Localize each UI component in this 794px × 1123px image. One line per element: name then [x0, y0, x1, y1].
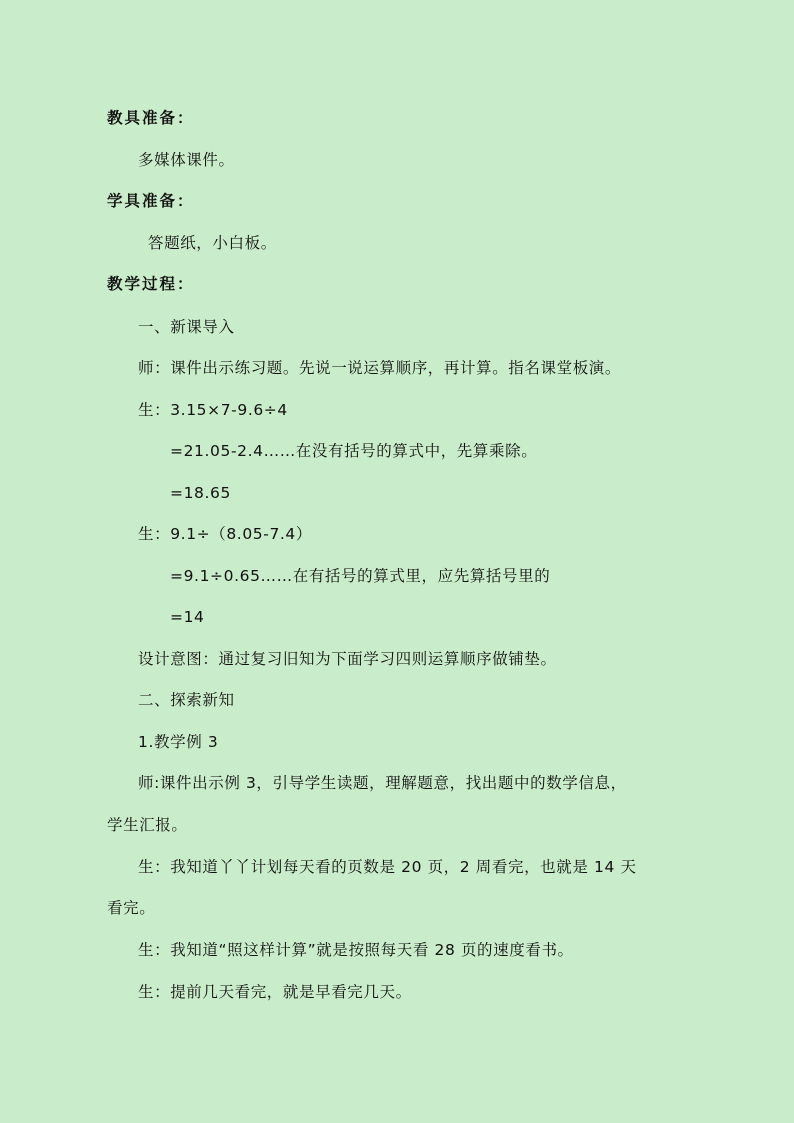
- paragraph: 多媒体课件。: [138, 151, 235, 169]
- heading-teaching-aids: 教具准备：: [107, 109, 195, 127]
- heading-student-aids: 学具准备：: [107, 192, 195, 210]
- math-step: =18.65: [170, 484, 231, 502]
- section-heading: 一、新课导入: [138, 318, 235, 336]
- paragraph: 设计意图：通过复习旧知为下面学习四则运算顺序做铺垫。: [138, 650, 557, 668]
- paragraph: 答题纸，小白板。: [148, 234, 277, 252]
- math-step: =9.1÷0.65……在有括号的算式里，应先算括号里的: [170, 567, 551, 585]
- subsection-heading: 1.教学例 3: [138, 733, 219, 751]
- section-heading: 二、探索新知: [138, 691, 235, 709]
- paragraph-continuation: 看完。: [107, 899, 156, 917]
- paragraph-continuation: 学生汇报。: [107, 816, 188, 834]
- paragraph: 生：提前几天看完，就是早看完几天。: [138, 983, 412, 1001]
- paragraph: 生：3.15×7-9.6÷4: [138, 401, 288, 419]
- math-step: =14: [170, 608, 205, 626]
- heading-teaching-process: 教学过程：: [107, 275, 195, 293]
- paragraph: 生：我知道“照这样计算”就是按照每天看 28 页的速度看书。: [138, 941, 574, 959]
- paragraph: 师:课件出示例 3，引导学生读题，理解题意，找出题中的数学信息，: [138, 774, 627, 792]
- paragraph: 生：9.1÷（8.05-7.4）: [138, 525, 312, 543]
- math-step: =21.05-2.4……在没有括号的算式中，先算乘除。: [170, 442, 538, 460]
- paragraph: 生：我知道丫丫计划每天看的页数是 20 页，2 周看完，也就是 14 天: [138, 858, 637, 876]
- paragraph: 师：课件出示练习题。先说一说运算顺序，再计算。指名课堂板演。: [138, 359, 622, 377]
